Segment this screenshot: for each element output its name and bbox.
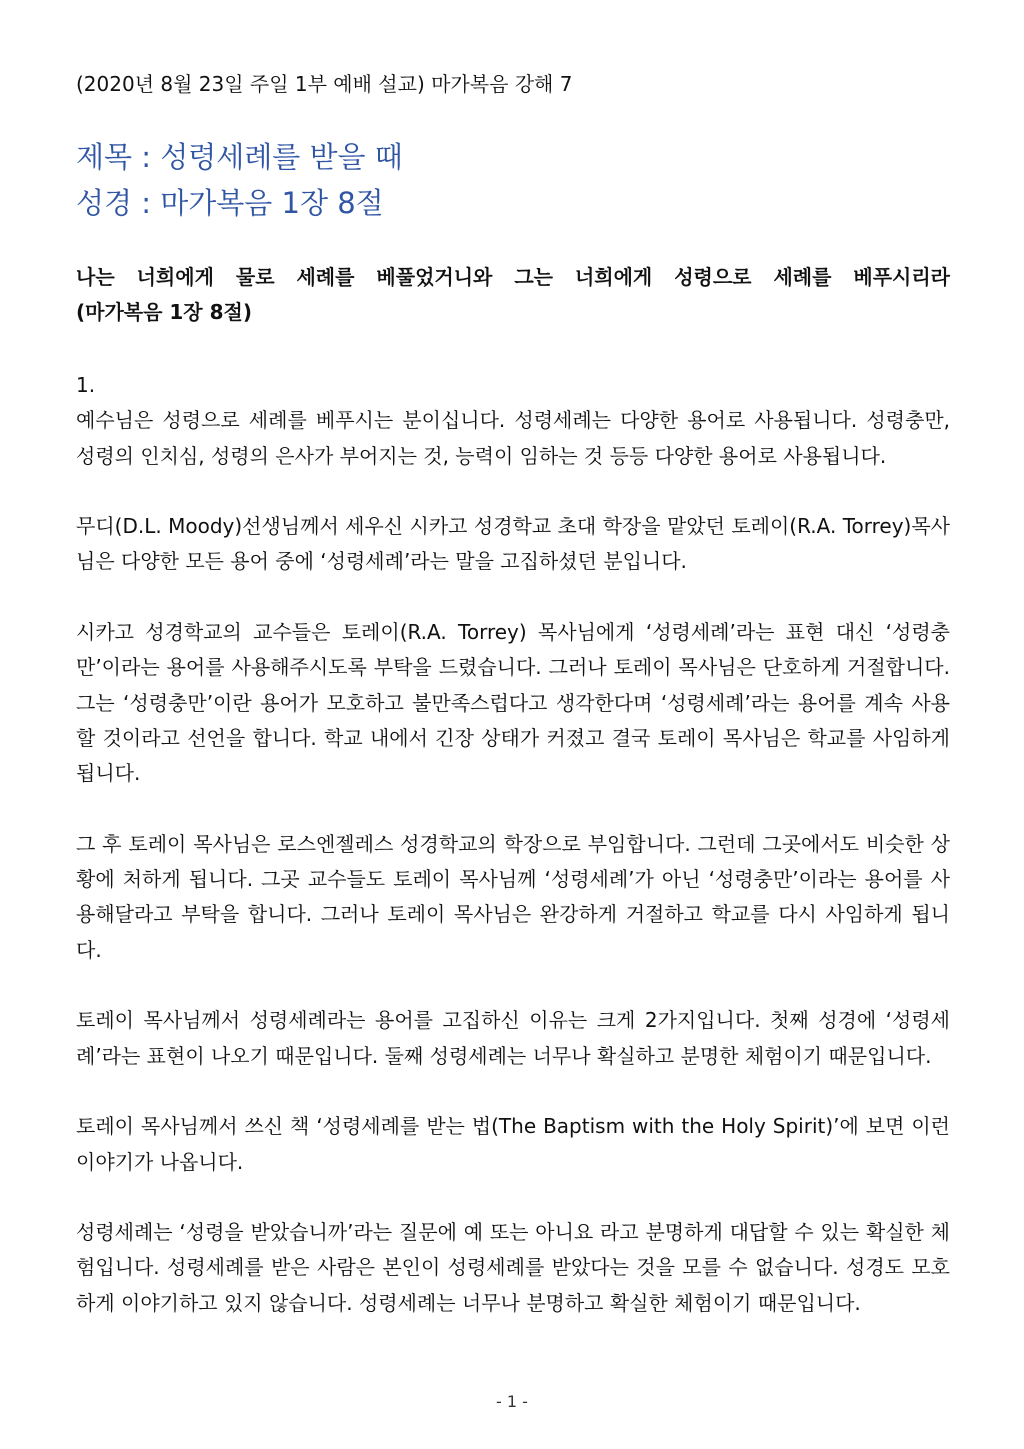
paragraph: 예수님은 성령으로 세례를 베푸시는 분이십니다. 성령세례는 다양한 용어로 사용됩니다. 성령충만, 성령의 인치심, 성령의 은사가 부어지는 것, 능력이 임하는 것 등등 다양한 용어로 사용됩니다. — [76, 408, 950, 468]
paragraph: 시카고 성경학교의 교수들은 토레이(R.A. Torrey) 목사님에게 ‘성령세례’라는 표현 대신 ‘성령충만’이라는 용어를 사용해주시도록 부탁을 드렸습니다. 그러나 토레이 목사님은 단호하게 거절합니다. 그는 ‘성령충만’이란 용어가 모호하고 불만족스럽다고 생각한다며 ‘성령세례’라는 용어를 계속 사용할 것이라고 선언을 합니다. 학교 내에서 긴장 상태가 커졌고 결국 토레이 목사님은 학교를 사임하게 됩니다. — [76, 620, 950, 786]
title-block — [76, 134, 956, 226]
sermon-header: (2020년 8월 23일 주일 1부 예배 설교) 마가복음 강해 7 — [76, 72, 573, 96]
page-number: - 1 - — [496, 1392, 528, 1411]
paragraph: 무디(D.L. Moody)선생님께서 세우신 시카고 성경학교 초대 학장을 맡았던 토레이(R.A. Torrey)목사님은 다양한 모든 용어 중에 ‘성령세례’라는 말을 고집하셨던 분입니다. — [76, 514, 950, 574]
paragraph: 성령세례는 ‘성령을 받았습니까’라는 질문에 예 또는 아니요 라고 분명하게 대답할 수 있는 확실한 체험입니다. 성령세례를 받은 사람은 본인이 성령세례를 받았다는 것을 모를 수 없습니다. 성경도 모호하게 이야기하고 있지 않습니다. 성령세례는 너무나 분명하고 확실한 체험이기 때문입니다. — [76, 1220, 950, 1315]
key-verse-text: 나는 너희에게 물로 세례를 베풀었거니와 그는 너희에게 성령으로 세례를 베푸시리라 — [76, 265, 950, 289]
sermon-title: 제목 : 성령세례를 받을 때 — [76, 140, 403, 174]
scripture-reference: 성경 : 마가복음 1장 8절 — [76, 186, 384, 220]
key-verse — [76, 260, 950, 330]
key-verse-reference: (마가복음 1장 8절) — [76, 300, 252, 324]
paragraph: 그 후 토레이 목사님은 로스엔젤레스 성경학교의 학장으로 부임합니다. 그런데 그곳에서도 비슷한 상황에 처하게 됩니다. 그곳 교수들도 토레이 목사님께 ‘성령세례’가 아닌 ‘성령충만’이라는 용어를 사용해달라고 부탁을 합니다. 그러나 토레이 목사님은 완강하게 거절하고 학교를 다시 사임하게 됩니다. — [76, 831, 950, 962]
paragraph: 토레이 목사님께서 쓰신 책 ‘성령세례를 받는 법(The Baptism with the Holy Spirit)’에 보면 이런 이야기가 나옵니다. — [76, 1114, 950, 1174]
sermon-body — [76, 368, 950, 1356]
paragraph: 토레이 목사님께서 성령세례라는 용어를 고집하신 이유는 크게 2가지입니다. 첫째 성경에 ‘성령세례’라는 표현이 나오기 때문입니다. 둘째 성령세례는 너무나 확실하고 분명한 체험이기 때문입니다. — [76, 1008, 950, 1068]
section-number: 1. — [76, 373, 96, 397]
